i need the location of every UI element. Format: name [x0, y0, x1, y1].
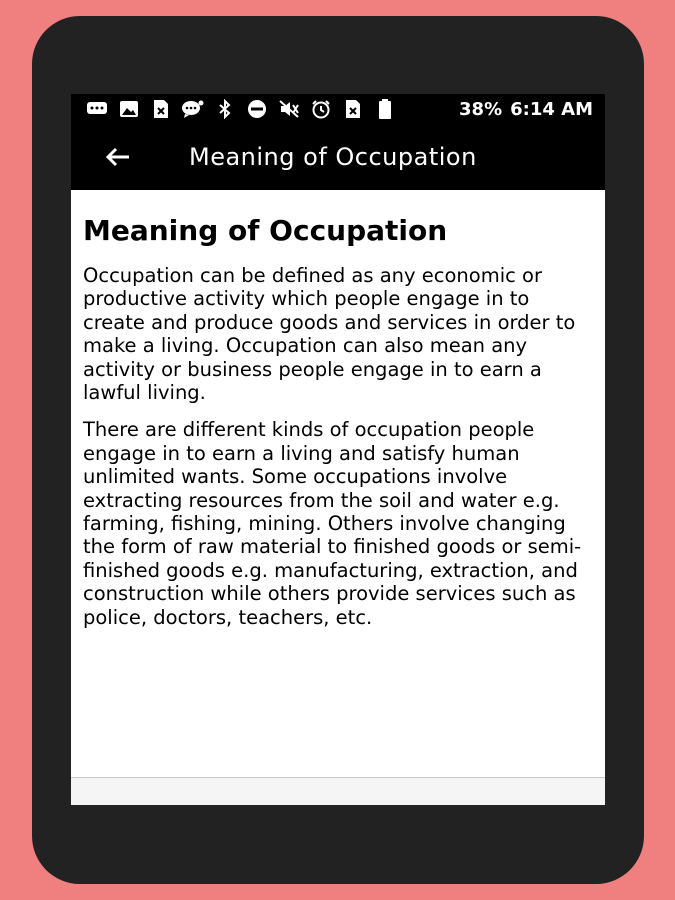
app-bar	[71, 124, 605, 190]
article-paragraph: Occupation can be defined as any economic or productive activity which people engage in to create and produce goods and services in order to make a living. Occupation can also mean any activity or business people engage in to earn a lawful living.	[83, 264, 576, 405]
bluetooth-icon	[213, 98, 237, 120]
blocked-icon	[341, 98, 365, 120]
bottom-bar	[71, 777, 605, 805]
image-icon	[117, 98, 141, 120]
do-not-disturb-icon	[245, 98, 269, 120]
blocked-icon	[149, 98, 173, 120]
article-paragraph: There are different kinds of occupation people engage in to earn a living and satisfy human unlimited wants. Some occupations involve extracting resources from the soil and water e.g. farming, fishing, mining. Others involve changing the form of raw material to finished goods or semi-finished goods e.g. manufacturing, extraction, and construction while others provide services such as police, doctors, teachers, etc.	[83, 418, 582, 629]
battery-icon	[373, 98, 397, 120]
alarm-icon	[309, 98, 333, 120]
message-icon	[85, 98, 109, 120]
article-heading: Meaning of Occupation	[83, 214, 448, 247]
back-button[interactable]	[93, 132, 143, 182]
app-bar-title: Meaning of Occupation	[189, 143, 477, 171]
chat-icon	[181, 98, 205, 120]
mute-icon	[277, 98, 301, 120]
arrow-left-icon	[105, 146, 131, 168]
status-bar	[71, 94, 605, 124]
battery-percentage: 38%	[459, 98, 503, 120]
clock: 6:14 AM	[510, 98, 593, 120]
app-screen	[71, 94, 605, 805]
article-content	[83, 190, 595, 629]
